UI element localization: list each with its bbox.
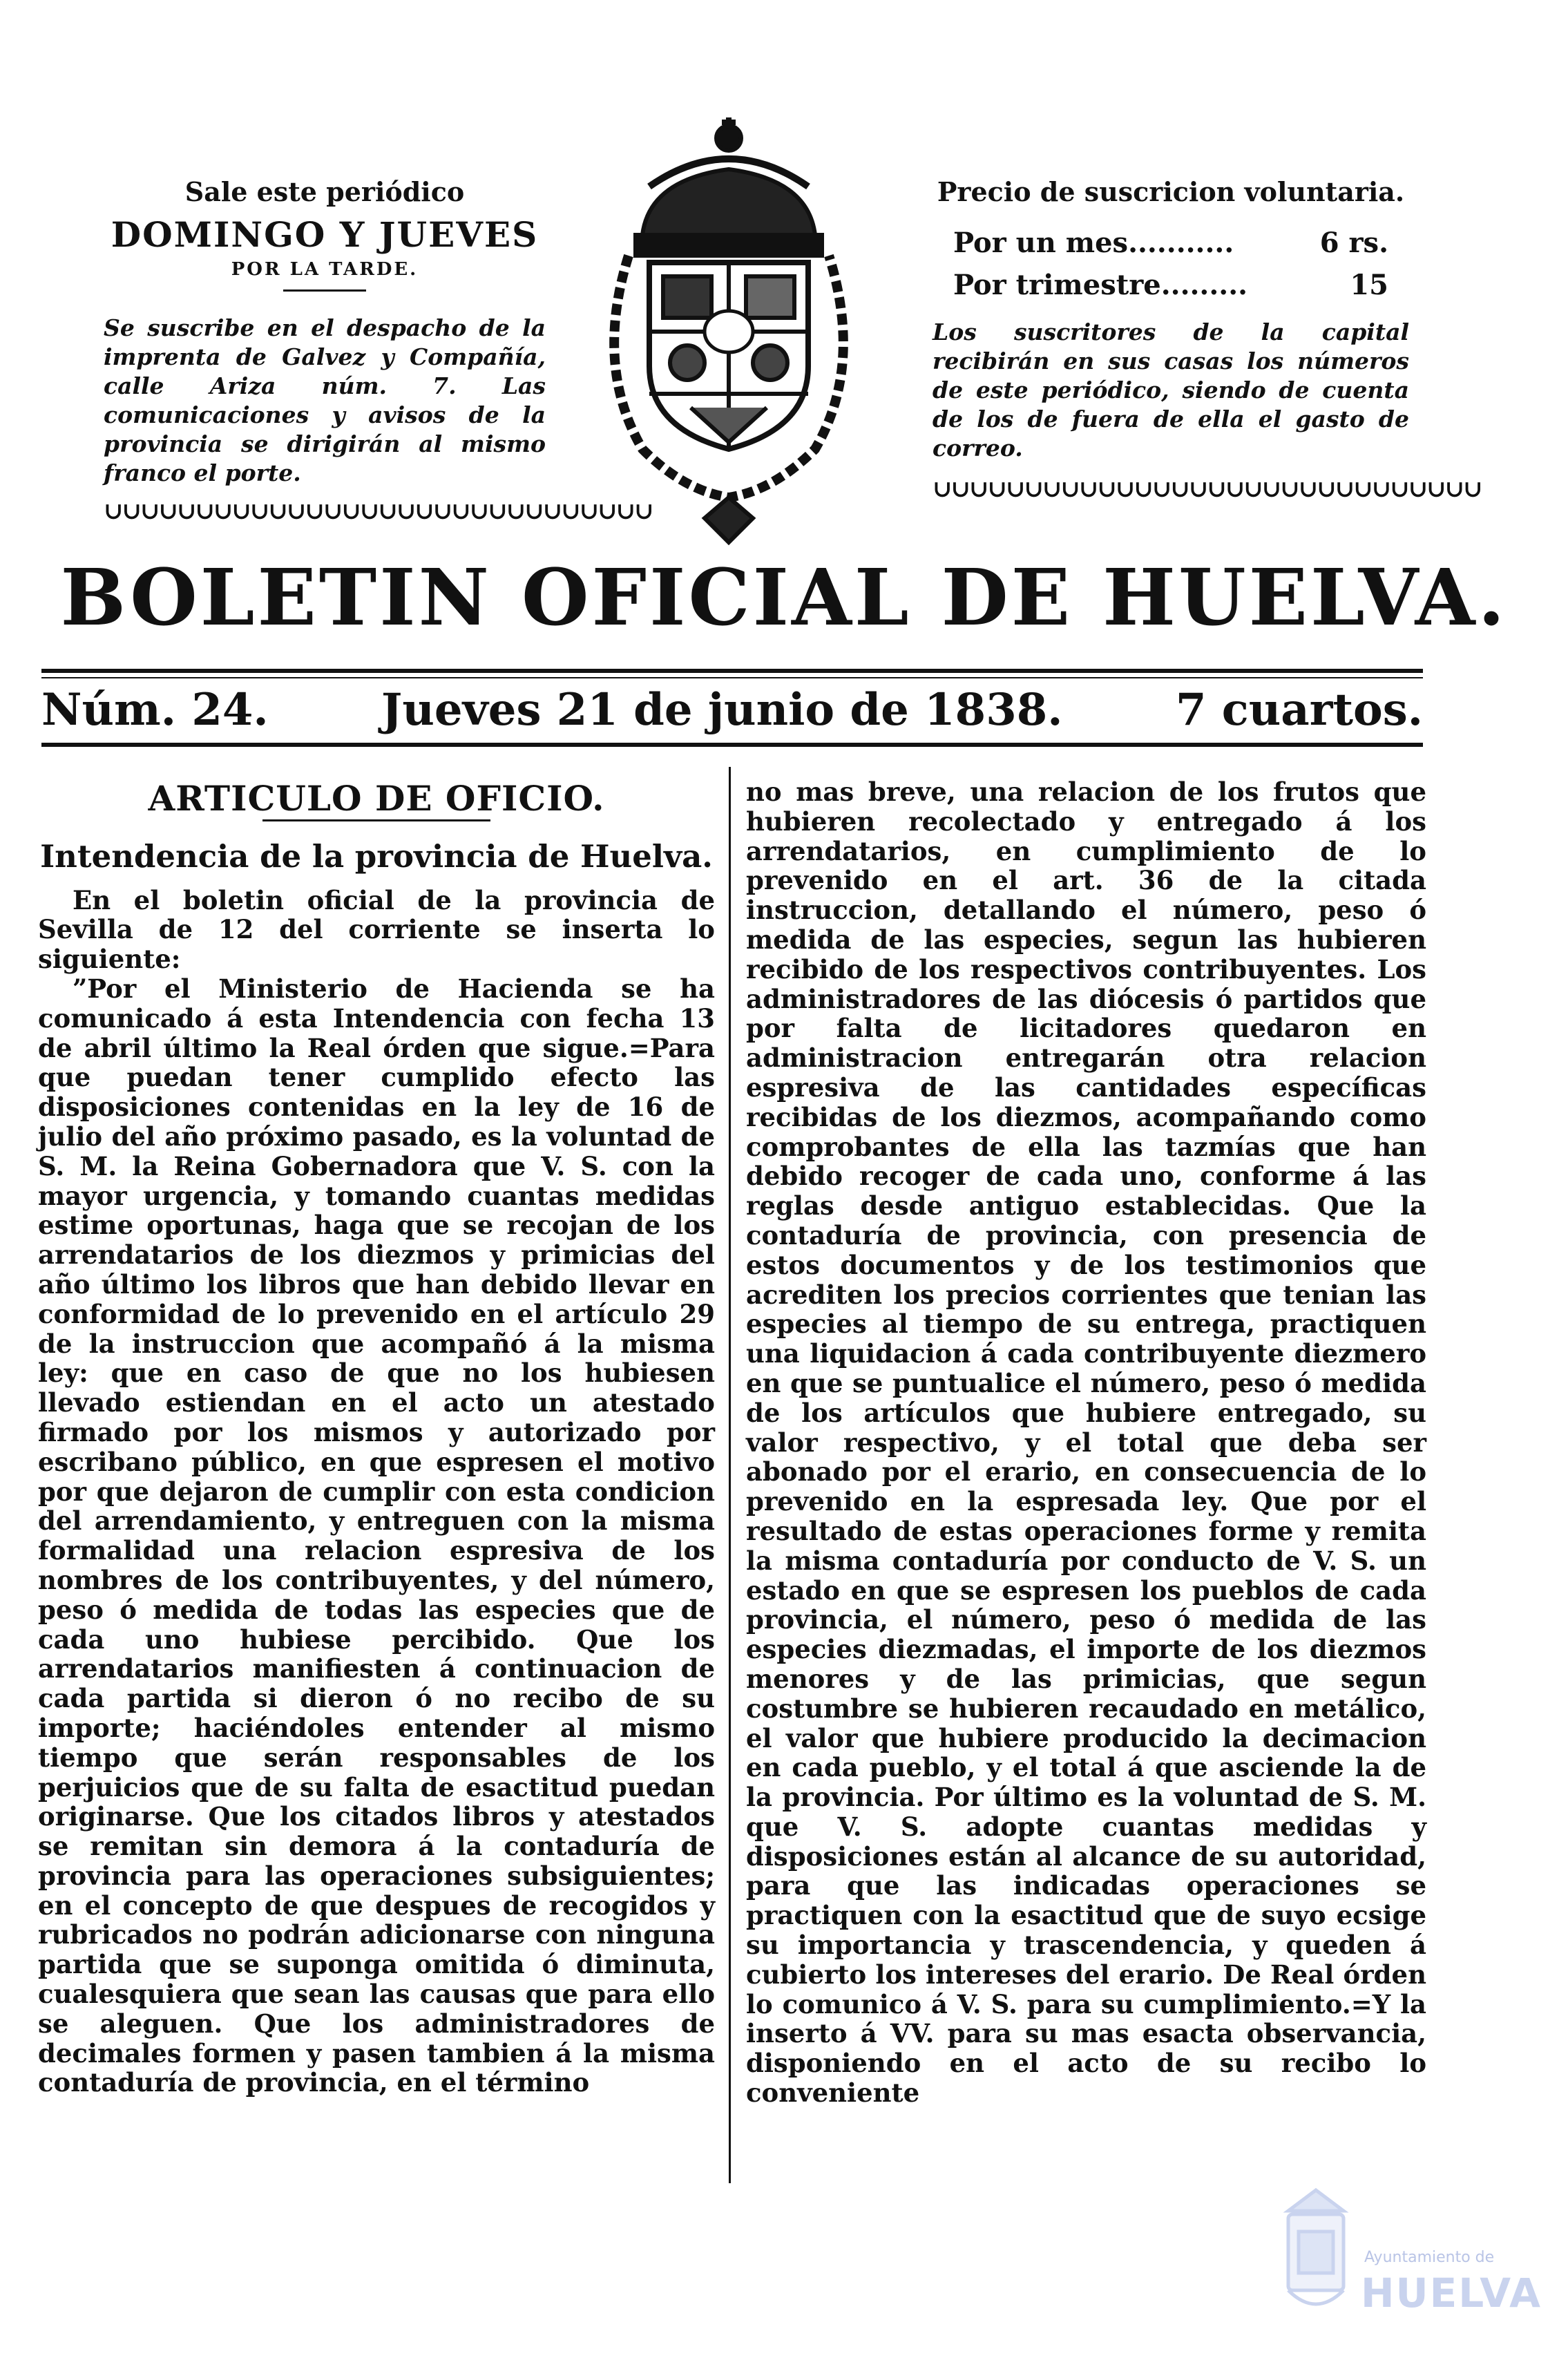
royal-crest-icon	[566, 104, 891, 546]
price-title: Precio de suscricion voluntaria.	[937, 176, 1405, 207]
price-row-month	[933, 227, 1409, 259]
article-paragraph-continued: no mas breve, una relacion de los frutos que hubieren recolectado y entregado á los arrendatarios, en cumplimiento de lo prevenido en el art. 36 de la citada instruccion, detallando el número, peso ó medida de las especies, segun las hubieren recibido de los respectivos contribuyentes. Los administradores de las diócesis ó partidos que por falta de licitadores quedaron en administracion entregarán otra relacion espresiva de las cantidades específicas recibidas de los diezmos, acompañando como comprobantes de ella las tazmías que han debido recoger de cada uno, conforme á las reglas desde antiguo establecidas. Que la contaduría de provincia, con presencia de estos documentos y de los testimonios que acrediten los precios corrientes que tenian las especies al tiempo de su entrega, practiquen una liquidacion á cada contribuyente diezmero en que se puntualice el número, peso ó medida de los artículos que hubiere entregado, su valor respectivo, y el total que deba ser abonado por el erario, en consecuencia de lo prevenido en la espresada ley. Que por el resultado de estas operaciones forme y remita la misma contaduría por conducto de V. S. un estado en que se espresen los pueblos de cada provincia, el número, peso ó medida de las especies diezmadas, el importe de los diezmos menores y de las primicias, que segun costumbre se hubieren recaudado en metálico, el valor que hubiere producido la decimacion en cada pueblo, y el total á que asciende la de la provincia. Por último es la voluntad de S. M. que V. S. adopte cuantas medidas y disposiciones están al alcance de su autoridad, para que las indicadas operaciones se practiquen con la esactitud que de suyo ecsige su importancia y trascendencia, y queden á cubierto los intereses del erario. De Real órden lo comunico á V. S. para su cumplimiento.=Y la inserto á VV. para su mas esacta observancia, disponiendo en el acto de su recibo lo conveniente	[746, 777, 1426, 2109]
issue-number: Núm. 24.	[41, 684, 269, 736]
delivery-note: Los suscritores de la capital recibirán en sus casas los números de este periódico, siendo de cuenta de los de fuera de ella el gasto de correo.	[933, 318, 1409, 462]
article-paragraph: En el boletin oficial de la provincia de Sevilla de 12 del corriente se inserta lo siguiente:	[38, 884, 715, 975]
article-column-left	[38, 777, 715, 2098]
newspaper-masthead: BOLETIN OFICIAL DE HUELVA.	[60, 553, 1508, 643]
masthead-rule-thin	[41, 677, 1423, 678]
section-subtitle: Intendencia de la provincia de Huelva.	[40, 837, 713, 875]
publication-time: POR LA TARDE.	[231, 259, 419, 280]
ornament-rule-right: ∪∪∪∪∪∪∪∪∪∪∪∪∪∪∪∪∪∪∪∪∪∪∪∪∪∪∪∪∪∪	[933, 475, 1482, 503]
article-column-right	[746, 777, 1426, 2108]
publication-days-intro: Sale este periódico	[184, 176, 465, 207]
section-title-rule	[262, 819, 490, 821]
ornament-rule-left: ∪∪∪∪∪∪∪∪∪∪∪∪∪∪∪∪∪∪∪∪∪∪∪∪∪∪∪∪∪∪	[104, 497, 653, 525]
price-label-quarter: Por trimestre.........	[953, 269, 1248, 301]
column-divider	[729, 767, 731, 2183]
header-publication-info	[104, 176, 653, 525]
issue-bar-rule	[41, 743, 1423, 747]
masthead-rule-thick	[41, 669, 1423, 673]
article-paragraph: ”Por el Ministerio de Hacienda se ha comunicado á esta Intendencia con fecha 13 de abril último la Real órden que sigue.=Para que puedan tener cumplido efecto las disposiciones contenidas en la ley de 16 de julio del año próximo pasado, es la voluntad de S. M. la Reina Gobernadora que V. S. con la mayor urgencia, y tomando cuantas medidas estime oportunas, haga que se recojan de los arrendatarios de los diezmos y primicias del año último los libros que han debido llevar en conformidad de lo prevenido en el artículo 29 de la instruccion que acompañó á la misma ley: que en caso de que no los hubiesen llevado estiendan en el acto un atestado firmado por los mismos y autorizado por escribano público, en que espresen el motivo por que dejaron de cumplir con esta condicion del arrendamiento, y entreguen con la misma formalidad una relacion espresiva de los nombres de los contribuyentes, y del número, peso ó medida de todas las especies que de cada uno hubiese percibido. Que los arrendatarios manifiesten á continuacion de cada partida si dieron ó no recibo de su importe; haciéndoles entender al mismo tiempo que serán responsables de los perjuicios que de su falta de esactitud puedan originarse. Que los citados libros y atestados se remitan sin demora á la contaduría de provincia para las operaciones subsiguientes; en el concepto de que despues de recogidos y rubricados no podrán adicionarse con ninguna partida que se suponga omitida ó diminuta, cualesquiera que sean las causas que para ello se aleguen. Que los administradores de decimales formen y pasen tambien á la misma contaduría de provincia, en el término	[38, 973, 715, 2098]
ayuntamiento-watermark	[1278, 2183, 1540, 2335]
issue-date: Jueves 21 de junio de 1838.	[381, 684, 1063, 736]
subscription-note: Se suscribe en el despacho de la imprenta de Galvez y Compañía, calle Ariza núm. 7. Las comunicaciones y avisos de la provincia se dirigirán al mismo franco el porte.	[104, 314, 546, 486]
price-value-quarter: 15	[1350, 269, 1388, 301]
watermark-line2: HUELVA	[1361, 2270, 1542, 2317]
header-subscription-price	[933, 176, 1482, 503]
watermark-line1: Ayuntamiento de	[1364, 2249, 1495, 2266]
issue-price: 7 cuartos.	[1175, 684, 1423, 736]
city-crest-icon	[1278, 2183, 1354, 2321]
issue-bar	[41, 684, 1423, 736]
price-label-month: Por un mes...........	[953, 227, 1234, 259]
publication-days: DOMINGO Y JUEVES	[111, 214, 539, 255]
price-value-month: 6 rs.	[1319, 227, 1388, 259]
header-left-rule	[283, 289, 366, 292]
section-title: ARTICULO DE OFICIO.	[148, 778, 605, 819]
price-row-quarter	[933, 269, 1409, 301]
